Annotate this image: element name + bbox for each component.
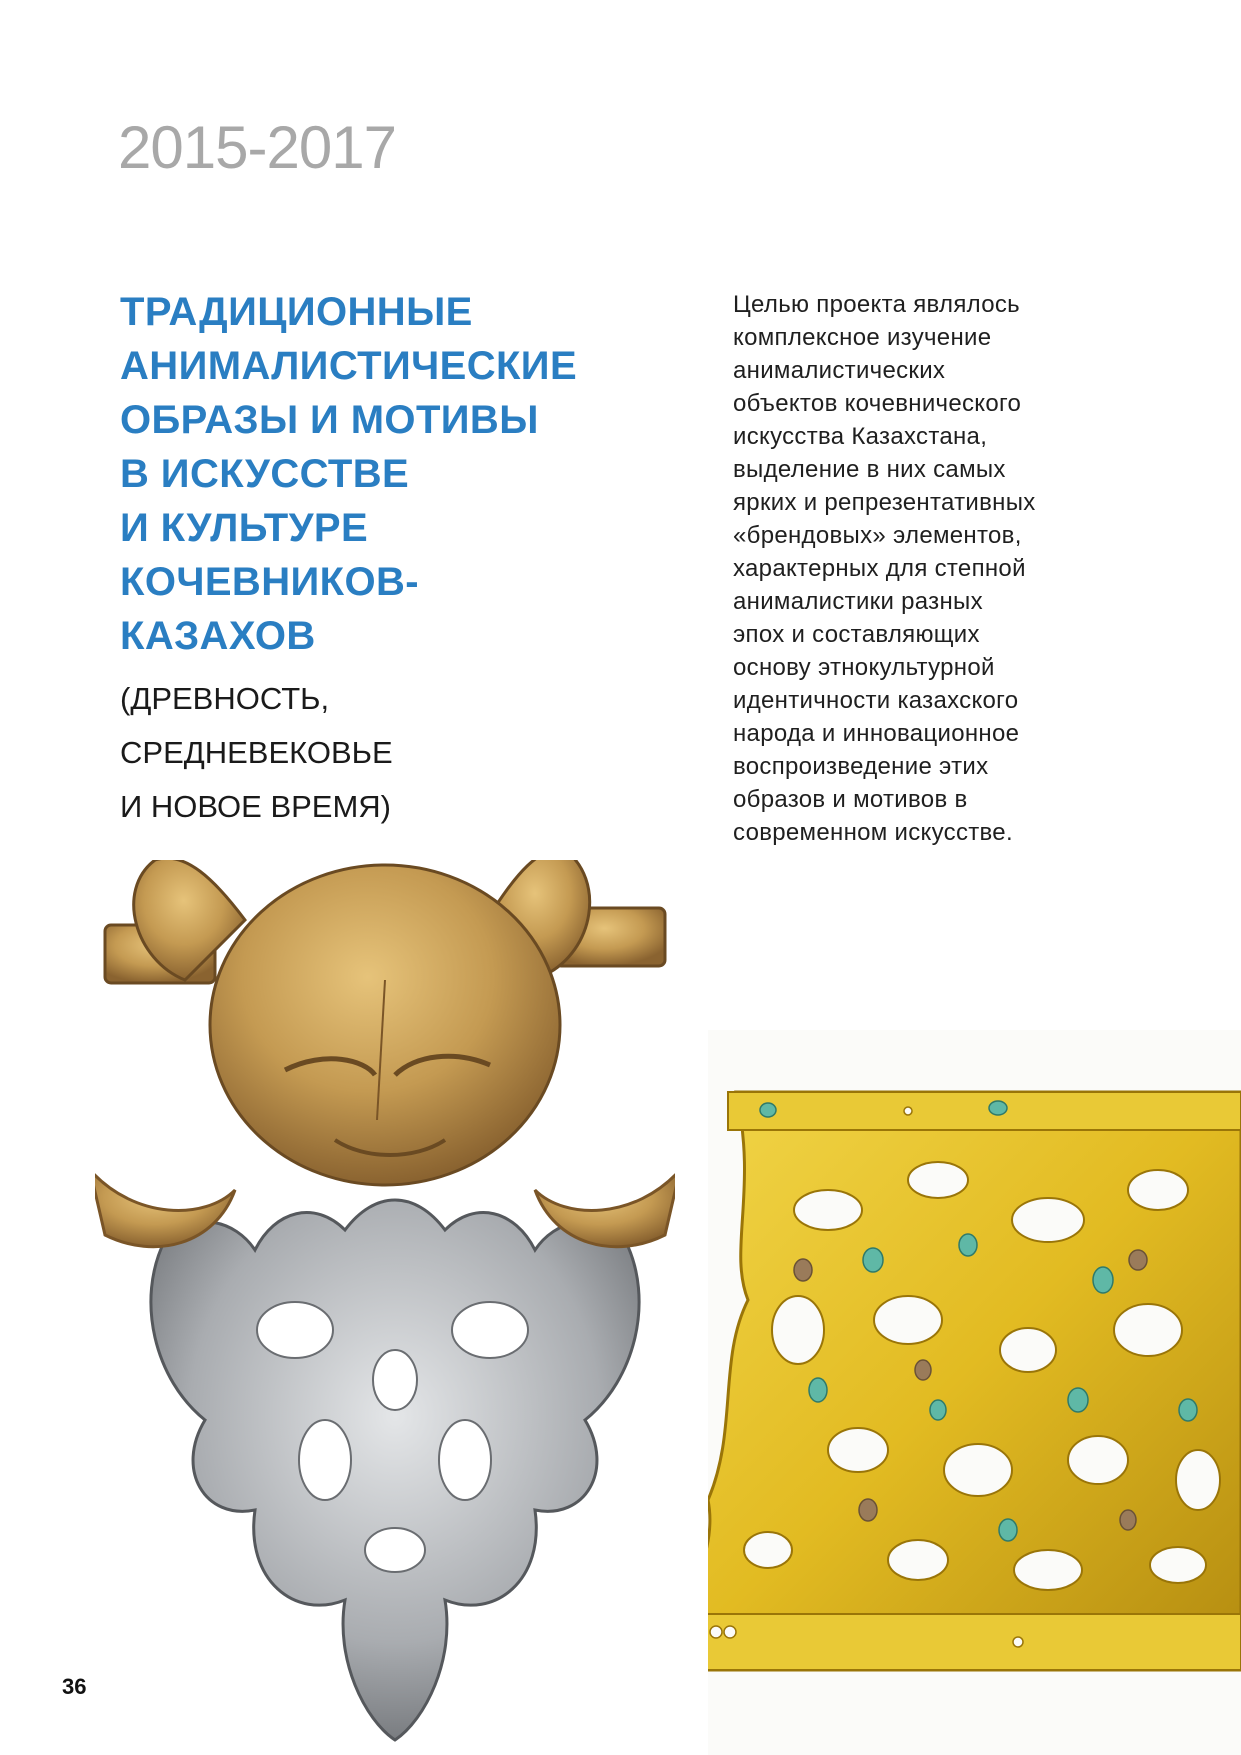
gold-openwork-plaque-image [708, 1030, 1241, 1755]
project-description [733, 288, 1133, 849]
description-line: идентичности казахского [733, 687, 1019, 714]
description-line: эпох и составляющих [733, 621, 980, 648]
description-line: народа и инновационное [733, 720, 1020, 747]
description-line: характерных для степной [733, 555, 1026, 582]
title-line: И КУЛЬТУРЕ [120, 506, 369, 550]
subtitle-line: И НОВОЕ ВРЕМЯ) [120, 789, 392, 824]
description-line: анималистики разных [733, 588, 983, 615]
description-line: искусства Казахстана, [733, 423, 988, 450]
title-line: КОЧЕВНИКОВ- [120, 560, 419, 604]
subtitle-line: (ДРЕВНОСТЬ, [120, 681, 330, 716]
years-heading: 2015-2017 [118, 114, 396, 181]
description-line: анималистических [733, 357, 946, 384]
title-line: АНИМАЛИСТИЧЕСКИЕ [120, 344, 578, 388]
description-line: комплексное изучение [733, 324, 992, 351]
description-line: современном искусстве. [733, 819, 1013, 846]
title-line: КАЗАХОВ [120, 614, 316, 658]
description-line: объектов кочевнического [733, 390, 1022, 417]
description-line: «брендовых» элементов, [733, 522, 1022, 549]
description-line: Целью проекта являлось [733, 291, 1020, 318]
page-number: 36 [62, 1674, 87, 1699]
feline-head-plaque-image [95, 860, 675, 1754]
subtitle-line: СРЕДНЕВЕКОВЬЕ [120, 735, 393, 770]
title-line: ОБРАЗЫ И МОТИВЫ [120, 398, 539, 442]
description-line: ярких и репрезентативных [733, 489, 1036, 516]
project-subtitle [120, 672, 540, 834]
description-line: основу этнокультурной [733, 654, 995, 681]
silver-base [151, 1200, 639, 1740]
description-line: выделение в них самых [733, 456, 1006, 483]
title-line: ТРАДИЦИОННЫЕ [120, 290, 473, 334]
description-line: образов и мотивов в [733, 786, 968, 813]
description-line: воспроизведение этих [733, 753, 989, 780]
project-title [120, 285, 680, 663]
title-line: В ИСКУССТВЕ [120, 452, 410, 496]
